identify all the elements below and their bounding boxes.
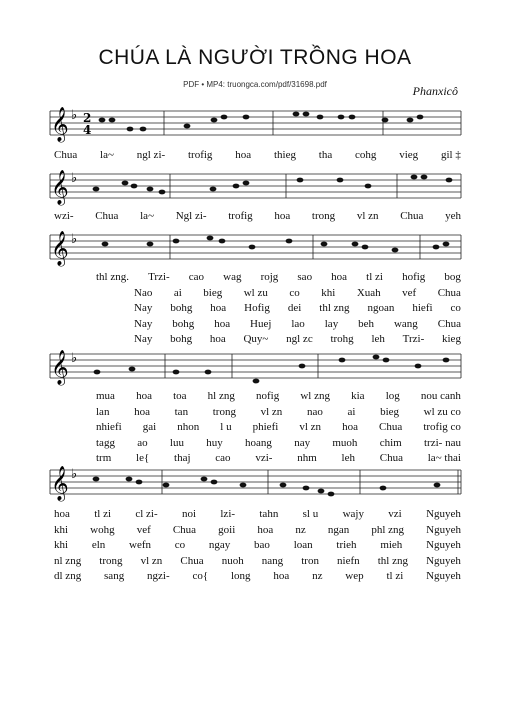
syllable: trieh [336,539,357,551]
syllable: tahn [259,508,279,520]
syllable: le{ [136,452,150,464]
lyric-verse-3 [54,538,461,554]
treble-clef-icon: 𝄞 [51,350,69,385]
lyrics-system-1 [54,148,461,164]
lyric-verse-1 [54,209,461,225]
syllable: trzi- nau [424,436,461,449]
syllable: la~ [100,149,114,161]
lyric-verse-2 [96,405,461,421]
syllable: ngoan [367,302,395,314]
syllable: vzi [388,508,402,520]
syllable: dei [287,302,302,314]
syllable: Chua [437,317,461,330]
composer-name: Phanxicô [412,84,458,98]
lyric-verse-1 [54,148,461,164]
lyrics-system-4 [96,389,461,467]
time-signature-bottom: 4 [83,123,92,137]
syllable: hl zng [207,390,235,402]
time-signature-top: 2 [83,111,92,125]
syllable: hoang [245,436,272,449]
syllable: loan [293,539,313,551]
flat-key-signature-icon: ♭ [71,171,78,186]
syllable: vl zn [356,210,379,222]
syllable: bao [254,539,270,551]
flat-key-signature-icon: ♭ [71,108,78,123]
syllable: beh [358,317,375,330]
syllable: la~ [140,210,155,222]
syllable: Chua [95,210,119,222]
syllable: wzi- [54,210,74,222]
syllable: log [385,390,400,402]
syllable: sl u [302,508,319,520]
syllable: hoa [331,271,348,283]
syllable: nay [294,436,311,449]
note-heads [93,477,441,497]
syllable: hoa [214,317,231,330]
syllable: rojg [260,271,279,283]
syllable: vl zn [260,405,283,418]
syllable: ngan [327,523,350,536]
syllable: Chua [379,452,403,464]
syllable: Ngl zi- [175,210,207,222]
syllable: bog [444,271,461,283]
lyric-verse-1 [96,270,461,286]
syllable: wefn [129,539,152,551]
syllable: hofig [402,271,426,283]
syllable: hoa [274,210,291,222]
syllable: thl zng. [96,271,129,283]
syllable: co [174,539,186,551]
syllable: wl zu co [423,405,461,418]
syllable: hoa [342,421,358,433]
syllable: Quy~ [243,333,269,345]
syllable: ngay [208,539,231,551]
syllable: lzi- [220,508,236,520]
syllable: trong [212,405,236,418]
syllable: Xuah [356,286,381,299]
flat-key-signature-icon: ♭ [71,232,78,247]
syllable: cl zi- [135,508,158,520]
lyric-verse-1 [54,507,461,523]
syllable: thieg [273,149,296,161]
syllable: khi [321,286,336,299]
syllable: wohg [90,523,115,536]
syllable: toa [173,390,187,402]
syllable: tha [318,149,333,161]
syllable: wl zng [300,390,330,402]
syllable: nz [312,570,323,582]
lyric-verse-3 [96,301,461,317]
syllable: wang [393,317,418,330]
syllable: trofig [228,210,253,222]
syllable: mua [96,390,115,402]
syllable: thl zng [319,302,350,314]
syllable: yeh [445,210,461,222]
syllable: lan [96,405,110,418]
syllable: nang [261,554,284,567]
treble-clef-icon: 𝄞 [51,170,69,205]
lyric-verse-5 [54,569,461,585]
syllable: nou canh [420,390,461,402]
lyric-verse-4 [96,436,461,452]
syllable: goii [218,523,236,536]
syllable: Nay [134,302,153,314]
syllable: Nguyeh [426,508,461,520]
syllable: bohg [170,302,193,314]
syllable: hoa [235,149,252,161]
syllable: hoa [134,405,150,418]
syllable: Nguyeh [426,523,461,536]
syllable: ngl zi- [136,149,166,161]
syllable: nhon [177,421,200,433]
syllable: Huej [250,317,272,330]
syllable: Nay [134,333,153,345]
syllable: wep [345,570,364,582]
syllable: Hofig [244,302,270,314]
syllable: chim [379,436,402,449]
flat-key-signature-icon: ♭ [71,467,78,482]
lyric-verse-4 [54,554,461,570]
syllable: muoh [332,436,358,449]
syllable: dl zng [54,570,82,582]
syllable: ngl zc [286,333,313,345]
syllable: Nao [134,286,153,299]
staff-system-1 [0,103,510,153]
syllable: Trzi- [148,271,170,283]
syllable: co [450,302,461,314]
flat-key-signature-icon: ♭ [71,351,78,366]
syllable: hoa [136,390,152,402]
syllable: huy [206,436,223,449]
syllable: ao [137,436,148,449]
syllable: sang [104,570,125,582]
syllable: cohg [355,149,377,161]
source-link[interactable]: PDF • MP4: truongca.com/pdf/31698.pdf [183,80,327,89]
page-title: CHÚA LÀ NGƯỜI TRỒNG HOA [98,46,412,69]
syllable: nz [295,523,306,536]
syllable: hoa [54,508,70,520]
syllable: bieg [380,405,400,418]
syllable: vl zn [299,421,322,433]
syllable: Nguyeh [426,539,461,551]
lyric-verse-2 [54,523,461,539]
syllable: cao [215,452,231,464]
syllable: phl zng [371,523,405,536]
syllable: nl zng [54,554,82,567]
syllable: nuoh [221,554,244,567]
syllable: hiefi [412,302,433,314]
syllable: hoa [210,302,227,314]
lyrics-system-3 [96,270,461,348]
syllable: Chua [54,149,78,161]
syllable: sao [297,271,313,283]
syllable: long [230,570,251,582]
syllable: leh [341,452,355,464]
syllable: Chua [437,286,461,299]
syllable: thaj [174,452,191,464]
syllable: thl zng [377,554,408,567]
note-heads [93,175,453,195]
syllable: eln [91,539,106,551]
syllable: gai [142,421,157,433]
syllable: leh [371,333,385,345]
syllable: trong [311,210,336,222]
syllable: ai [173,286,182,299]
syllable: kieg [442,333,461,345]
syllable: trofig co [423,421,461,433]
syllable: trohg [330,333,354,345]
syllable: lao [291,317,305,330]
syllable: wl zu [243,286,268,299]
syllable: nhm [297,452,317,464]
syllable: Chua [400,210,424,222]
syllable: lay [324,317,339,330]
syllable: niefn [337,554,360,567]
syllable: nhiefi [96,421,122,433]
lyrics-system-5 [54,507,461,585]
syllable: hoa [209,333,226,345]
syllable: la~ thai [427,452,461,464]
syllable: ai [347,405,356,418]
lyric-verse-3 [96,420,461,436]
syllable: hoa [257,523,274,536]
syllable: kia [351,390,365,402]
syllable: luu [169,436,184,449]
syllable: hoa [273,570,290,582]
syllable: bohg [170,333,193,345]
syllable: khi [54,523,69,536]
lyrics-system-2 [54,209,461,225]
syllable: trm [96,452,112,464]
syllable: Nay [134,317,153,330]
syllable: co [289,286,300,299]
syllable: ngzi- [147,570,170,582]
syllable: vl zn [140,554,163,567]
syllable: nofig [256,390,280,402]
syllable: trofig [187,149,213,161]
syllable: phiefi [252,421,279,433]
syllable: tl zi [94,508,112,520]
lyric-verse-1 [96,389,461,405]
syllable: tl zi [366,271,383,283]
syllable: tagg [96,436,115,449]
treble-clef-icon: 𝄞 [51,231,69,266]
lyric-verse-4 [96,317,461,333]
staff-system-5 [0,462,510,512]
syllable: vieg [399,149,419,161]
syllable: Nguyeh [426,554,461,567]
syllable: cao [188,271,205,283]
syllable: khi [54,539,69,551]
syllable: Chua [180,554,204,567]
syllable: tl zi [386,570,404,582]
syllable: Chua [379,421,403,433]
syllable: tron [301,554,319,567]
syllable: bohg [172,317,195,330]
syllable: vzi- [255,452,273,464]
syllable: wajy [342,508,364,520]
syllable: Chua [172,523,197,536]
treble-clef-icon: 𝄞 [51,466,69,501]
note-heads [99,112,424,132]
syllable: vef [402,286,417,299]
treble-clef-icon: 𝄞 [51,107,69,142]
syllable: noi [181,508,197,520]
syllable: mieh [380,539,403,551]
syllable: gil ‡ [441,149,461,161]
note-heads [102,236,450,253]
syllable: bieg [203,286,223,299]
syllable: nao [306,405,323,418]
syllable: tan [174,405,189,418]
syllable: l u [220,421,232,433]
syllable: wag [223,271,242,283]
syllable: Nguyeh [426,570,461,582]
syllable: Trzi- [402,333,425,345]
lyric-verse-2 [96,286,461,302]
syllable: trong [99,554,123,567]
syllable: co{ [192,570,209,582]
note-heads [94,355,450,384]
syllable: vef [136,523,151,536]
